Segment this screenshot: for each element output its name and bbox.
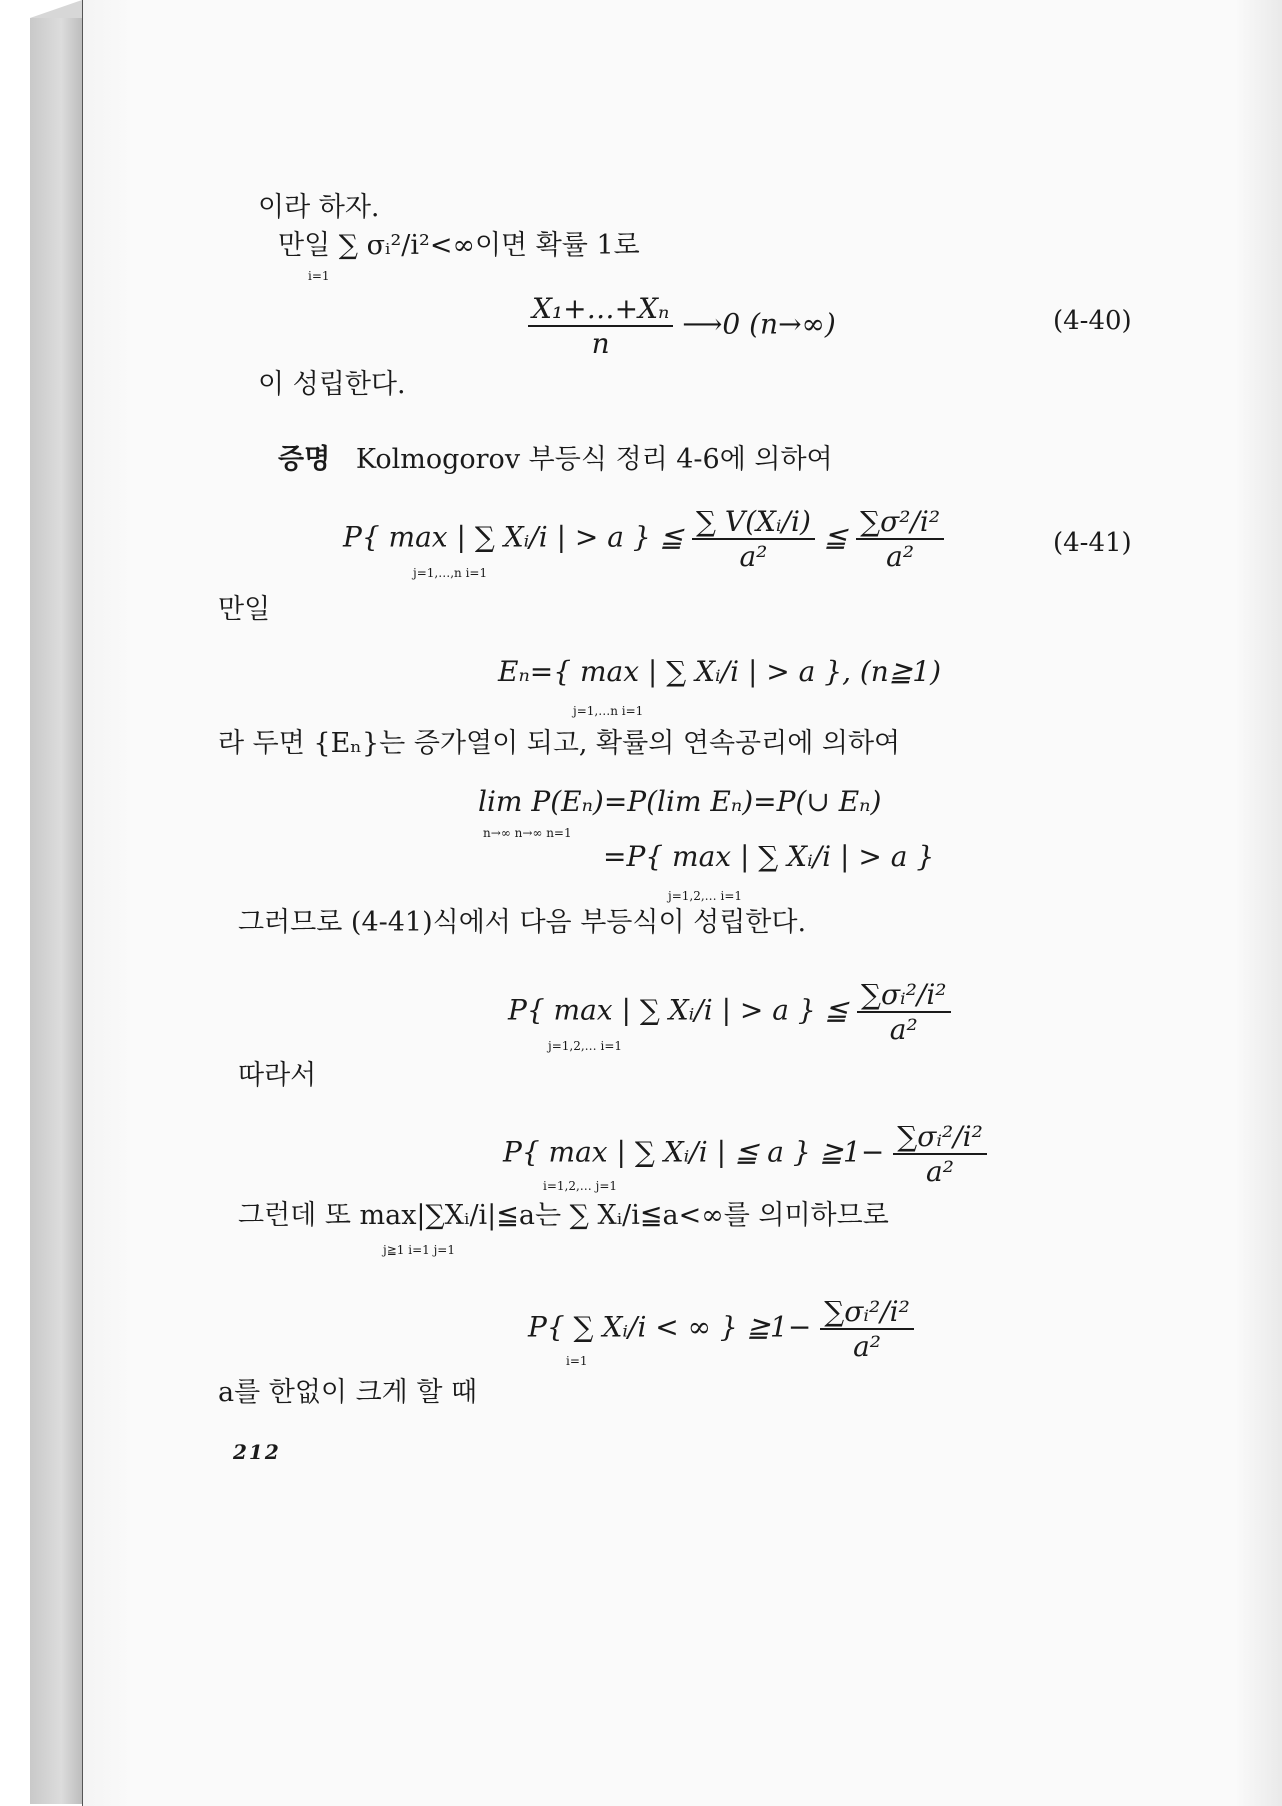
equation-limit-1: lim P(Eₙ)=P(lim Eₙ)=P(∪ Eₙ)	[478, 785, 882, 818]
text-line-4: 만일	[218, 594, 271, 625]
equation-number-4-41: (4-41)	[1053, 528, 1132, 558]
inequality-2-subscripts: i=1,2,… j=1	[543, 1179, 618, 1193]
text-line-9: a를 한없이 크게 할 때	[218, 1377, 478, 1408]
equation-4-41: P{ max | ∑ Xᵢ/i | > a } ≦ $\frac{\text{∑ V(Xᵢ/i)}}{\text{a²}}$ ≦ $\frac{\text{∑σ²/i²}}{\text{a²}}$	[343, 505, 944, 573]
eq40-denominator: n	[591, 327, 610, 360]
final-inequality-numerator: ∑σᵢ²/i²	[820, 1295, 914, 1330]
inequality-2-lhs: P{ max | ∑ Xᵢ/i | ≦ a } ≧1−	[503, 1135, 885, 1169]
eq41-frac1-numerator: ∑ V(Xᵢ/i)	[692, 505, 815, 540]
text-line-1: 이라 하자.	[258, 192, 380, 223]
eq41-subscripts: j=1,…,n i=1	[413, 566, 488, 580]
inequality-2-denominator: a²	[926, 1155, 954, 1188]
inequality-1-subscripts: j=1,2,… i=1	[548, 1039, 623, 1053]
text-line-5: 라 두면 {Eₙ}는 증가열이 되고, 확률의 연속공리에 의하여	[218, 728, 901, 759]
equation-4-40	[528, 292, 836, 360]
final-inequality-denominator: a²	[853, 1330, 881, 1363]
eq40-numerator: X₁+…+Xₙ	[528, 292, 673, 327]
final-inequality-lhs: P{ ∑ Xᵢ/i < ∞ } ≧1−	[528, 1310, 812, 1344]
eq41-frac2-denominator: a²	[886, 540, 915, 573]
final-inequality-subscript: i=1	[566, 1354, 588, 1368]
text-line-2: 만일 ∑ σᵢ²/i²<∞이면 확률 1로	[278, 230, 640, 261]
text-line-2-subscript: i=1	[308, 269, 330, 283]
inequality-1-denominator: a²	[889, 1013, 918, 1046]
equation-limit-2: =P{ max | ∑ Xᵢ/i | > a }	[603, 840, 935, 873]
inequality-1-numerator: ∑σᵢ²/i²	[857, 978, 951, 1013]
equation-limit-1-subscripts: n→∞ n→∞ n=1	[483, 826, 572, 840]
equation-En: Eₙ={ max | ∑ Xᵢ/i | > a }, (n≧1)	[498, 655, 942, 688]
inequality-1-lhs: P{ max | ∑ Xᵢ/i | > a } ≦	[508, 993, 849, 1027]
inequality-2-numerator: ∑σᵢ²/i²	[893, 1120, 987, 1155]
book-spine-top	[30, 0, 82, 18]
text-line-8-subscripts: j≧1 i=1 j=1	[383, 1243, 455, 1257]
eq41-frac1-denominator: a²	[739, 540, 768, 573]
equation-limit-2-subscripts: j=1,2,… i=1	[668, 889, 743, 903]
proof-text: Kolmogorov 부등식 정리 4-6에 의하여	[355, 444, 833, 475]
text-line-6: 그러므로 (4-41)식에서 다음 부등식이 성립한다.	[238, 907, 807, 938]
equation-En-subscripts: j=1,…n i=1	[573, 704, 644, 718]
equation-number-4-40: (4-40)	[1053, 306, 1132, 336]
proof-heading: 증명	[278, 444, 331, 475]
page-number: 212	[233, 1440, 281, 1464]
book-spine	[30, 18, 82, 1804]
text-line-7: 따라서	[238, 1060, 317, 1091]
eq40-rhs: ⟶0 (n→∞)	[682, 307, 836, 341]
text-line-3: 이 성립한다.	[258, 369, 406, 400]
eq41-frac2-numerator: ∑σ²/i²	[856, 505, 944, 540]
proof-line	[278, 442, 833, 478]
eq41-lhs: P{ max | ∑ Xᵢ/i | > a } ≦	[343, 520, 684, 554]
book-page	[82, 0, 1282, 1806]
text-line-8: 그런데 또 max|∑Xᵢ/i|≦a는 ∑ Xᵢ/i≦a<∞를 의미하므로	[238, 1200, 889, 1231]
